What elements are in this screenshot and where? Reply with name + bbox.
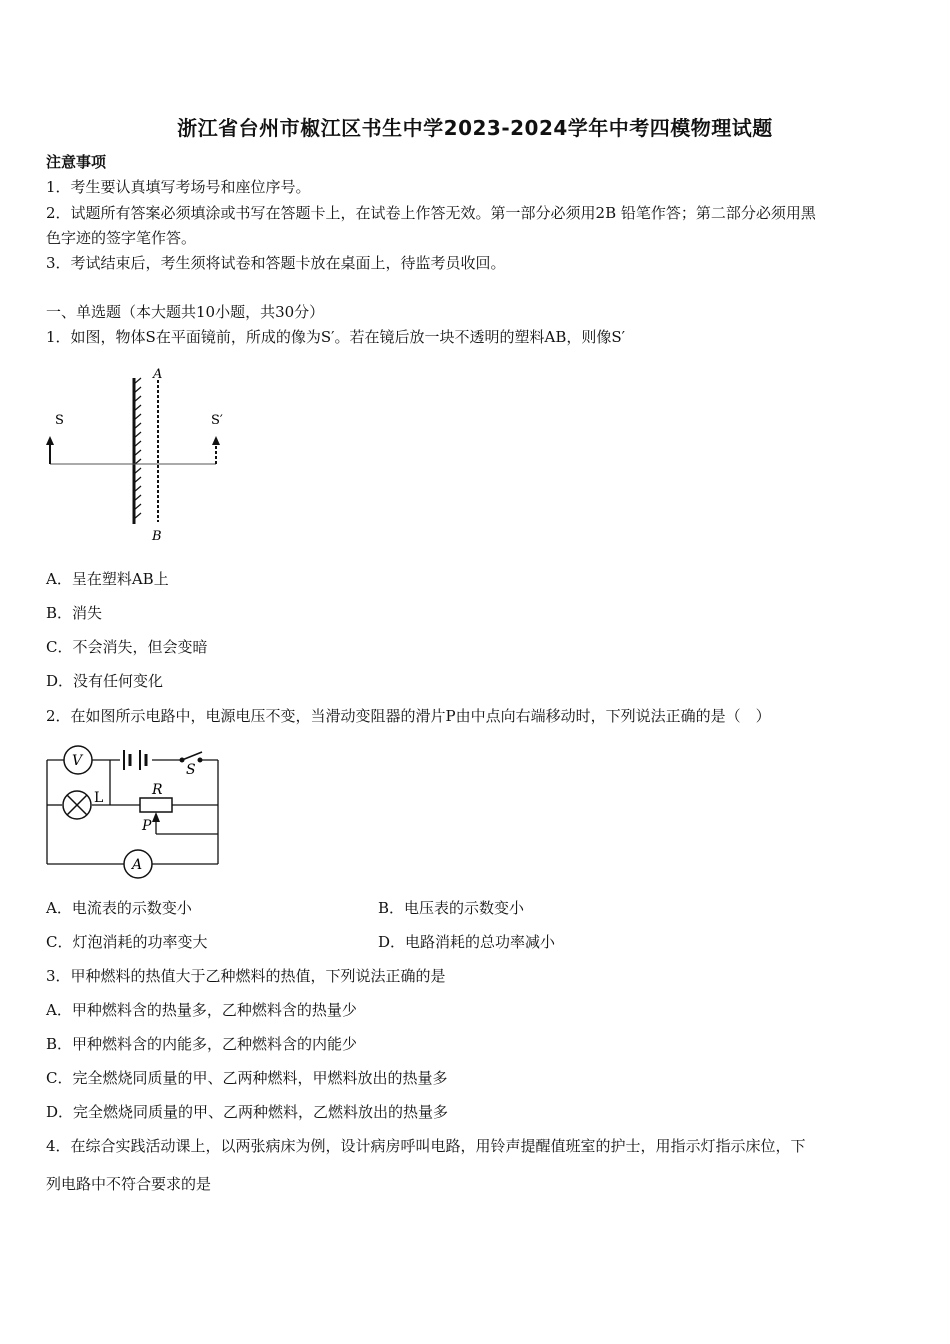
switch	[180, 752, 203, 763]
label-a: A	[153, 367, 163, 382]
notice-item: 3．考试结束后，考生须将试卷和答题卡放在桌面上，待监考员收回。	[46, 254, 506, 272]
mirror-figure	[40, 362, 240, 547]
notice-heading: 注意事项	[46, 153, 107, 171]
q3-option-a: A．甲种燃料含的热量多，乙种燃料含的热量少	[46, 1001, 357, 1019]
q2-option-c: C．灯泡消耗的功率变大	[46, 933, 208, 951]
lamp-icon	[63, 791, 91, 819]
section-heading: 一、单选题（本大题共10小题，共30分）	[46, 303, 325, 321]
object-arrow-head	[46, 436, 54, 445]
lamp-label: L	[94, 790, 104, 806]
notice-item: 2．试题所有答案必须填涂或书写在答题卡上，在试卷上作答无效。第一部分必须用2B 铅笔作答；第二部分必须用黑	[46, 204, 816, 222]
switch-label: S	[186, 762, 196, 778]
q1-option-a: A．呈在塑料AB上	[46, 570, 169, 588]
q1-option-b: B．消失	[46, 604, 103, 622]
label-b: B	[152, 529, 162, 544]
ammeter-label: A	[132, 857, 143, 873]
q4-stem-line2: 列电路中不符合要求的是	[46, 1175, 212, 1193]
q2-option-b: B．电压表的示数变小	[378, 899, 525, 917]
q1-option-c: C．不会消失，但会变暗	[46, 638, 208, 656]
q3-option-d: D．完全燃烧同质量的甲、乙两种燃料，乙燃料放出的热量多	[46, 1103, 449, 1121]
q1-option-d: D．没有任何变化	[46, 672, 164, 690]
slider-label: P	[142, 818, 152, 834]
q2-option-d: D．电路消耗的总功率减小	[378, 933, 556, 951]
voltmeter-label: V	[72, 753, 83, 769]
q1-stem: 1．如图，物体S在平面镜前，所成的像为S′。若在镜后放一块不透明的塑料AB，则像S′	[46, 328, 626, 346]
q3-option-b: B．甲种燃料含的内能多，乙种燃料含的内能少	[46, 1035, 358, 1053]
image-arrow-head	[212, 436, 220, 445]
notice-item: 1．考生要认真填写考场号和座位序号。	[46, 178, 311, 196]
q2-option-a: A．电流表的示数变小	[46, 899, 192, 917]
q3-option-c: C．完全燃烧同质量的甲、乙两种燃料，甲燃料放出的热量多	[46, 1069, 448, 1087]
notice-item: 色字迹的签字笔作答。	[46, 229, 197, 247]
q3-stem: 3．甲种燃料的热值大于乙种燃料的热值，下列说法正确的是	[46, 967, 446, 985]
page-title: 浙江省台州市椒江区书生中学2023-2024学年中考四模物理试题	[177, 116, 773, 140]
resistor-box	[140, 798, 172, 812]
battery	[124, 750, 146, 770]
label-s: S	[55, 413, 64, 428]
circuit-figure	[40, 740, 230, 875]
resistor-label: R	[152, 782, 163, 798]
q2-stem: 2．在如图所示电路中，电源电压不变，当滑动变阻器的滑片P由中点向右端移动时，下列说法正确的是（ ）	[46, 707, 771, 725]
slider-arrow	[152, 812, 160, 822]
q4-stem-line1: 4．在综合实践活动课上，以两张病床为例，设计病房呼叫电路，用铃声提醒值班室的护士，用指示灯指示床位，下	[46, 1137, 806, 1155]
label-s-prime: S′	[211, 413, 223, 428]
